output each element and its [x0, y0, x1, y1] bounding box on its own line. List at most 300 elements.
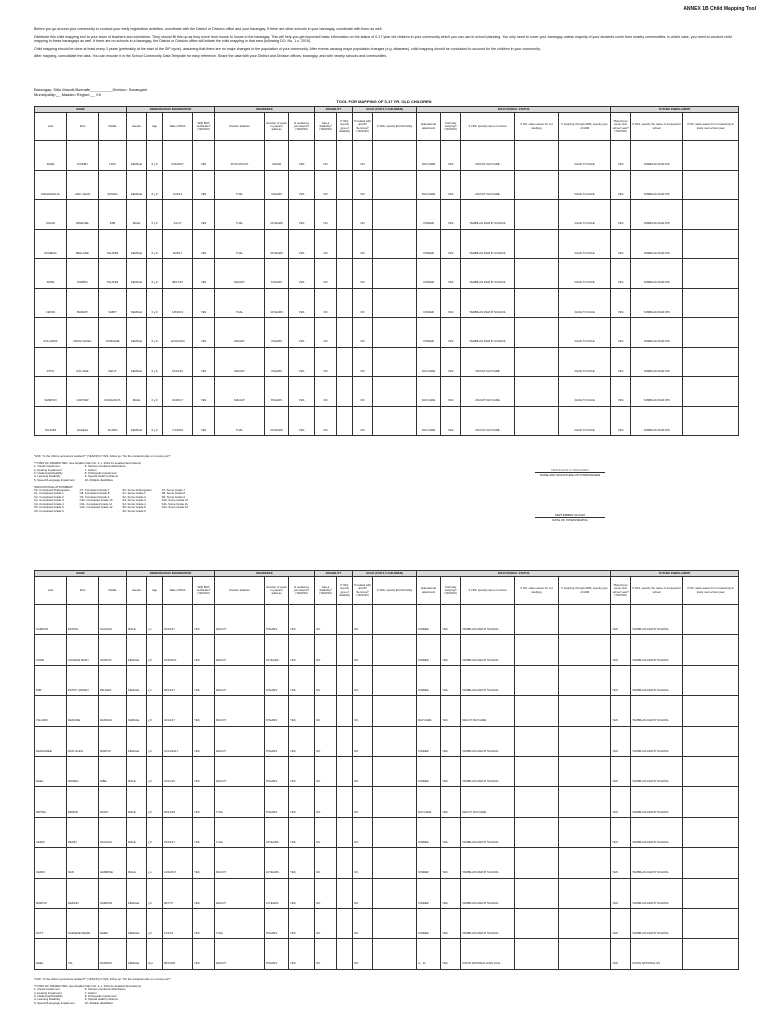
- table-cell: NO: [353, 259, 373, 289]
- footnote-item: S11- Some Grade 11: [161, 501, 188, 506]
- table-cell: y,0: [147, 635, 163, 665]
- table-cell: JENEVIEL: [67, 200, 99, 230]
- table-cell: YES: [611, 817, 631, 847]
- column-header: Date of Birth: [163, 577, 193, 605]
- table-cell: TAMBILAN DAM IPS: [631, 377, 683, 407]
- table-cell: [337, 939, 353, 969]
- table-cell: FEMALE: [127, 939, 147, 969]
- footnote-item: 8- Orthopedic Impairment: [84, 471, 117, 476]
- table-cell: YES: [441, 878, 461, 908]
- footnote-item: S1- Some Grade 1: [122, 491, 146, 496]
- table-row: [35, 848, 739, 878]
- table-cell: KINDER: [417, 318, 441, 348]
- table-cell: KINDER: [417, 756, 441, 786]
- footnote-item: 7- Autism: [84, 990, 97, 995]
- table-cell: SALIKAN: [99, 605, 127, 635]
- table-cell: [683, 756, 739, 786]
- table-cell: YES: [289, 406, 315, 436]
- table-cell: 0 y,0: [147, 318, 163, 348]
- table-cell: YES: [441, 696, 461, 726]
- footnote-item: C12- Completed Grade 12: [79, 505, 113, 510]
- table-cell: 0 y,0: [147, 406, 163, 436]
- table-cell: YES: [193, 817, 215, 847]
- table-cell: 0 y,0: [147, 141, 163, 171]
- table-cell: YES: [289, 229, 315, 259]
- table-cell: YES: [611, 756, 631, 786]
- table-cell: MACOT: [215, 756, 265, 786]
- group-header: DISABILITY: [315, 107, 353, 113]
- table-cell: FEMALE: [127, 170, 147, 200]
- table-cell: YES: [441, 347, 461, 377]
- table-cell: MACOT: [215, 635, 265, 665]
- table-cell: FACE TO FACE: [559, 259, 611, 289]
- table-cell: [683, 848, 739, 878]
- table-cell: YES: [611, 635, 631, 665]
- table-cell: FEMALE: [127, 259, 147, 289]
- table-cell: NO: [315, 787, 337, 817]
- table-cell: FEMALE: [127, 318, 147, 348]
- table-cell: YES: [611, 726, 631, 756]
- table-cell: 8YEARS: [265, 696, 289, 726]
- table-cell: 10YEARS: [265, 406, 289, 436]
- table-cell: YES: [611, 665, 631, 695]
- footnote-item: 2- Hearing Impairment: [34, 990, 62, 995]
- table-cell: [337, 908, 353, 938]
- table-cell: YES: [441, 908, 461, 938]
- footnote-item: 8- Orthopedic Impairment: [84, 994, 117, 999]
- table-cell: 06/7/17: [163, 878, 193, 908]
- table-cell: TAMBILAN DAM IP SCHOOL: [461, 817, 515, 847]
- table-cell: TAL: [67, 939, 99, 969]
- footnote-item: 4- Learning Disability: [34, 474, 61, 479]
- column-header: Gender: [127, 113, 147, 141]
- table-cell: [683, 878, 739, 908]
- table-cell: YES: [611, 406, 631, 436]
- table-cell: FEMALE: [127, 696, 147, 726]
- table-cell: TUAL: [215, 817, 265, 847]
- table-cell: [683, 939, 739, 969]
- table-cell: NO: [315, 170, 337, 200]
- table-cell: DIBI: [99, 200, 127, 230]
- table-cell: [683, 318, 739, 348]
- table-cell: NO: [353, 141, 373, 171]
- interviewer-name: FRANCALIN A. DIAGAMAN: [551, 468, 589, 472]
- footnote-item: C10- Completed Grade 10: [79, 498, 113, 503]
- table-cell: 9YEARS: [265, 665, 289, 695]
- table-cell: 7/1/2016: [163, 406, 193, 436]
- table-cell: YES: [193, 347, 215, 377]
- footnote-column: [80, 489, 113, 513]
- table-cell: FEMALE: [127, 141, 147, 171]
- table-cell: NO: [315, 848, 337, 878]
- table-cell: [373, 229, 417, 259]
- table-cell: 10YEARS: [265, 229, 289, 259]
- table-cell: NO: [353, 229, 373, 259]
- table-cell: 06/14/17: [163, 665, 193, 695]
- table-cell: MALE: [127, 817, 147, 847]
- table-cell: [337, 259, 353, 289]
- table-cell: NO: [353, 377, 373, 407]
- table-cell: TAMBILAN DAM IP SCHOOL: [631, 665, 683, 695]
- footnote-item: C5- Completed Grade 5: [34, 505, 64, 510]
- column-header: Present address: [215, 577, 265, 605]
- table-cell: YES: [193, 848, 215, 878]
- column-header: If NO, state reason for not studying: [515, 113, 559, 141]
- group-header: NAME: [35, 107, 127, 113]
- table-cell: TAMBILAN DAM IP SCHOOL: [631, 696, 683, 726]
- table-cell: YES: [441, 756, 461, 786]
- table-cell: YES: [193, 605, 215, 635]
- footnote-column: [34, 465, 75, 482]
- table-cell: 11/2/2017: [163, 848, 193, 878]
- table-cell: [337, 229, 353, 259]
- group-header: ECCD (FOR 0-5 CHILDREN): [353, 571, 417, 577]
- table-cell: TALANDI: [99, 229, 127, 259]
- column-header: Gender: [127, 577, 147, 605]
- table-cell: NO: [353, 939, 373, 969]
- table-cell: YES: [611, 200, 631, 230]
- table-cell: 8YEARS: [265, 726, 289, 756]
- table-cell: MACHIT: [215, 259, 265, 289]
- table-cell: DEEL: [35, 756, 67, 786]
- footnote-item: C3- Completed Grade 3: [34, 498, 64, 503]
- table-cell: y,o: [147, 605, 163, 635]
- table-cell: SULAN: [35, 200, 67, 230]
- table-cell: YES: [441, 635, 461, 665]
- footnote-column: [162, 489, 188, 513]
- footnote-item: S8- Some Grade 8: [161, 491, 185, 496]
- table-cell: FACE TO FACE: [559, 347, 611, 377]
- table-cell: FEMALE: [127, 665, 147, 695]
- mapping-table-page2: [34, 570, 739, 970]
- table-cell: TAMBILAN DAM IPS: [631, 406, 683, 436]
- table-row: [35, 377, 739, 407]
- table-cell: [559, 665, 611, 695]
- table-cell: [373, 726, 417, 756]
- table-cell: YES: [193, 939, 215, 969]
- column-header: Number of years in present address: [265, 577, 289, 605]
- column-header: Is residence permanent? (YES/NO): [289, 113, 315, 141]
- footnotes-page2: [34, 978, 171, 1005]
- table-cell: DUMENG: [35, 229, 67, 259]
- table-cell: TAMBILAN DAM IP SCHOOL: [461, 259, 515, 289]
- table-cell: YES: [611, 141, 631, 171]
- table-cell: [515, 635, 559, 665]
- footnote-column: [34, 489, 70, 513]
- column-header: If studying through ADM, specify type of ADM: [559, 577, 611, 605]
- table-cell: YES: [289, 605, 315, 635]
- table-cell: [373, 635, 417, 665]
- table-cell: YES: [289, 939, 315, 969]
- table-cell: [683, 817, 739, 847]
- interviewer-role: NAME AND SIGNATURE OF INTERVIEWER: [539, 473, 601, 477]
- table-cell: 05/31/08: [163, 939, 193, 969]
- table-cell: MALE: [127, 848, 147, 878]
- table-cell: y,0: [147, 787, 163, 817]
- table-cell: KINDER: [417, 605, 441, 635]
- table-cell: [683, 726, 739, 756]
- table-cell: TALANDI: [35, 406, 67, 436]
- table-cell: NO: [315, 908, 337, 938]
- column-header: Present address: [215, 113, 265, 141]
- table-cell: DAYCARE: [417, 141, 441, 171]
- table-cell: NO: [315, 696, 337, 726]
- table-cell: FEMALE: [127, 908, 147, 938]
- footnote-item: S4- Some Grade 4: [122, 501, 146, 506]
- footnote-item: S12- Some Grade 12: [161, 505, 189, 510]
- table-cell: YES: [289, 288, 315, 318]
- table-cell: [337, 347, 353, 377]
- table-cell: 01/11/19: [163, 756, 193, 786]
- group-header: RESIDENCE: [215, 571, 315, 577]
- table-cell: NO: [315, 635, 337, 665]
- table-cell: [515, 696, 559, 726]
- table-cell: [337, 406, 353, 436]
- table-cell: BELLADE: [67, 229, 99, 259]
- column-header: If YES, specify ECCD facility: [373, 577, 417, 605]
- table-cell: YES: [441, 787, 461, 817]
- interview-date-label: DATE OF INTERVIEWING: [552, 518, 588, 522]
- table-cell: 4YEARS: [265, 170, 289, 200]
- column-header: Planning to study next school year? (YES/NO): [611, 577, 631, 605]
- table-cell: NO: [315, 377, 337, 407]
- table-cell: YES: [193, 200, 215, 230]
- table-cell: DAYCARE: [417, 347, 441, 377]
- table-cell: NO: [315, 406, 337, 436]
- table-cell: TAMBILAN DAM IP SCHOOL: [631, 908, 683, 938]
- table-cell: ESTING: [67, 605, 99, 635]
- table-cell: MACOT DAYCARE: [461, 406, 515, 436]
- table-cell: FEMALE: [127, 347, 147, 377]
- table-cell: [683, 170, 739, 200]
- table-cell: [337, 635, 353, 665]
- table-cell: YES: [441, 939, 461, 969]
- table-cell: [683, 605, 739, 635]
- column-header: If YES, specify name of school: [461, 577, 515, 605]
- table-cell: 10YEARS: [265, 817, 289, 847]
- column-header: Middle: [99, 113, 127, 141]
- table-cell: BARFAT: [67, 288, 99, 318]
- table-cell: LING: [99, 141, 127, 171]
- table-cell: [373, 939, 417, 969]
- table-cell: 02/12/17: [163, 696, 193, 726]
- table-cell: YES: [193, 726, 215, 756]
- table-cell: CAPITER: [67, 377, 99, 407]
- intro-paragraph: Before you go around your community to conduct your early registration activities, coordinate with the District or Division office and your barangay. If there are other schools in your barangay, coordinate with them as well.: [34, 27, 383, 31]
- table-cell: [559, 787, 611, 817]
- column-header: Is residence permanent? (YES/NO): [289, 577, 315, 605]
- table-cell: YES: [289, 756, 315, 786]
- table-cell: MALE: [127, 377, 147, 407]
- table-cell: 0 y,0: [147, 200, 163, 230]
- table-cell: TAMBILAN DAM IP SCHOOL: [631, 848, 683, 878]
- footnote-item: 4- Learning Disability: [34, 997, 61, 1002]
- table-cell: ANGELA: [67, 406, 99, 436]
- table-cell: MACOT: [215, 848, 265, 878]
- table-cell: YES: [441, 200, 461, 230]
- table-cell: [559, 726, 611, 756]
- barangay-line: Barangay: Sitio Macott,Buenafe__________Division: Sarangani: [34, 87, 147, 92]
- table-cell: DANDAN: [99, 939, 127, 969]
- column-header: With Birth certificate? (YES/NO): [193, 577, 215, 605]
- table-cell: 12/22/2014: [163, 318, 193, 348]
- table-cell: TAMBILAN DAM IP SCHOOL: [461, 229, 515, 259]
- table-cell: FACE TO FACE: [559, 406, 611, 436]
- table-cell: 9/29/17: [163, 229, 193, 259]
- table-cell: 8YEARS: [265, 908, 289, 938]
- table-cell: YES: [441, 406, 461, 436]
- column-header: Provided with ECCD Services? (YES/NO): [353, 113, 373, 141]
- column-header: Educational attainment: [417, 113, 441, 141]
- disability-title: *TYPES OF DISABILITIES: (see DepEd Order No. 2, s. 2014 for detailed descriptions): [34, 460, 142, 465]
- table-cell: YES: [289, 908, 315, 938]
- table-row: [35, 200, 739, 230]
- table-cell: MALE: [127, 787, 147, 817]
- table-cell: MACOT: [215, 665, 265, 695]
- table-cell: MIPING: [35, 787, 67, 817]
- table-cell: SLIPAN: [99, 406, 127, 436]
- intro-paragraph: Child mapping should be done at least every 3 years (preferably at the start of the SIP cycle), assuming that there are no major changes in the population of your community. After events causing major population changes (e.g. disasters), child mapping should be conducted to account for the children in your community.: [34, 46, 541, 51]
- table-cell: 10YEARS: [265, 848, 289, 878]
- table-cell: YES: [441, 288, 461, 318]
- table-cell: DAYCARE: [417, 696, 441, 726]
- table-cell: NO: [353, 726, 373, 756]
- table-cell: DUTT: [35, 908, 67, 938]
- disability-list: [34, 465, 188, 482]
- column-header: Age: [147, 113, 163, 141]
- table-cell: [373, 605, 417, 635]
- table-row: [35, 229, 739, 259]
- table-cell: YES: [611, 318, 631, 348]
- footnote-item: C0- Completed Kindergarten: [34, 488, 70, 493]
- table-cell: KINDER: [417, 200, 441, 230]
- table-cell: [515, 848, 559, 878]
- table-cell: MARTIN: [35, 878, 67, 908]
- table-cell: NO: [315, 318, 337, 348]
- table-cell: YES: [289, 377, 315, 407]
- table-cell: [515, 939, 559, 969]
- table-cell: [515, 259, 559, 289]
- table-row: [35, 878, 739, 908]
- location-meta: [34, 87, 734, 97]
- column-header: Currently studying? (YES/NO): [441, 113, 461, 141]
- table-cell: SALIKAN: [99, 817, 127, 847]
- table-cell: NO: [353, 288, 373, 318]
- interviewer-signature: [510, 468, 630, 477]
- table-cell: TUAL: [215, 406, 265, 436]
- table-cell: [559, 878, 611, 908]
- footnote-item: C1- Completed Grade 1: [34, 491, 64, 496]
- table-cell: 0 y,0: [147, 347, 163, 377]
- table-cell: YES: [193, 665, 215, 695]
- table-cell: NO: [353, 665, 373, 695]
- table-cell: NO: [315, 726, 337, 756]
- table-cell: [683, 787, 739, 817]
- column-header: With Birth certificate? (YES/NO): [193, 113, 215, 141]
- table-cell: 8YEARS: [265, 939, 289, 969]
- table-cell: YES: [193, 141, 215, 171]
- table-cell: FEMALE: [127, 406, 147, 436]
- table-cell: NO: [353, 170, 373, 200]
- table-cell: YES: [289, 817, 315, 847]
- table-cell: CODE: [35, 635, 67, 665]
- table-cell: y,0: [147, 908, 163, 938]
- table-cell: TAMBILAN DAM IPS: [631, 288, 683, 318]
- table-cell: CISON NATIONAL HIGH SCH...: [461, 939, 515, 969]
- table-cell: 0 y,0: [147, 377, 163, 407]
- table-cell: [337, 318, 353, 348]
- table-cell: 11/1/16: [163, 908, 193, 938]
- table-cell: 8YEARS: [265, 756, 289, 786]
- table-cell: [515, 908, 559, 938]
- footnote-item: S0- Some Kindergarten: [122, 488, 152, 493]
- table-cell: TAMBILAN DAM IP SCHOOL: [461, 635, 515, 665]
- table-cell: NO: [315, 288, 337, 318]
- table-cell: NO: [353, 878, 373, 908]
- table-cell: 02/16/17: [163, 605, 193, 635]
- table-cell: G - 11: [417, 939, 441, 969]
- group-header: DISABILITY: [315, 571, 353, 577]
- table-cell: NO: [353, 908, 373, 938]
- table-cell: TAMBILAN DAM IPS: [631, 259, 683, 289]
- table-cell: 10YEARS: [265, 635, 289, 665]
- mapping-table-page1: [34, 106, 739, 436]
- table-cell: TAMBILAN DAM IPS: [631, 347, 683, 377]
- table-cell: YES: [193, 635, 215, 665]
- table-cell: TUAL: [215, 229, 265, 259]
- table-cell: MACOT DAYCARE: [461, 347, 515, 377]
- table-cell: YES: [611, 878, 631, 908]
- footnote-item: 3- Intellectual Disability: [34, 994, 63, 999]
- table-cell: [559, 848, 611, 878]
- table-cell: FEMALE: [127, 878, 147, 908]
- table-cell: FACE TO FACE: [559, 141, 611, 171]
- table-cell: [373, 908, 417, 938]
- table-cell: 8YEARS: [265, 787, 289, 817]
- table-cell: YES: [441, 848, 461, 878]
- table-cell: YES: [289, 347, 315, 377]
- table-cell: MACHIT: [215, 318, 265, 348]
- table-cell: YES: [611, 605, 631, 635]
- table-cell: 01/30/17: [163, 377, 193, 407]
- table-cell: MACOT DAYCARE: [461, 787, 515, 817]
- table-cell: MARTIN: [99, 726, 127, 756]
- table-cell: TALANDI: [99, 259, 127, 289]
- table-cell: TAMBILAN DAM IP SCHOOL: [631, 787, 683, 817]
- table-cell: 0 y,0: [147, 259, 163, 289]
- table-cell: YES: [289, 878, 315, 908]
- table-cell: [515, 406, 559, 436]
- table-cell: ARLY JEAN: [67, 170, 99, 200]
- table-cell: [515, 605, 559, 635]
- table-cell: [337, 878, 353, 908]
- table-cell: FACE TO FACE: [559, 288, 611, 318]
- group-header: RESIDENCE: [215, 107, 315, 113]
- table-cell: [683, 288, 739, 318]
- column-header: Currently studying? (YES/NO): [441, 577, 461, 605]
- table-cell: 0 y,0: [147, 229, 163, 259]
- table-cell: TANDIANE: [99, 318, 127, 348]
- table-row: [35, 259, 739, 289]
- table-cell: DAGIT: [99, 787, 127, 817]
- table-cell: YES: [193, 229, 215, 259]
- table-cell: YES: [611, 170, 631, 200]
- table-cell: [373, 347, 417, 377]
- table-row: [35, 406, 739, 436]
- table-cell: DEEL: [35, 939, 67, 969]
- table-cell: 4YEARS: [265, 318, 289, 348]
- table-cell: KAL MAE: [67, 347, 99, 377]
